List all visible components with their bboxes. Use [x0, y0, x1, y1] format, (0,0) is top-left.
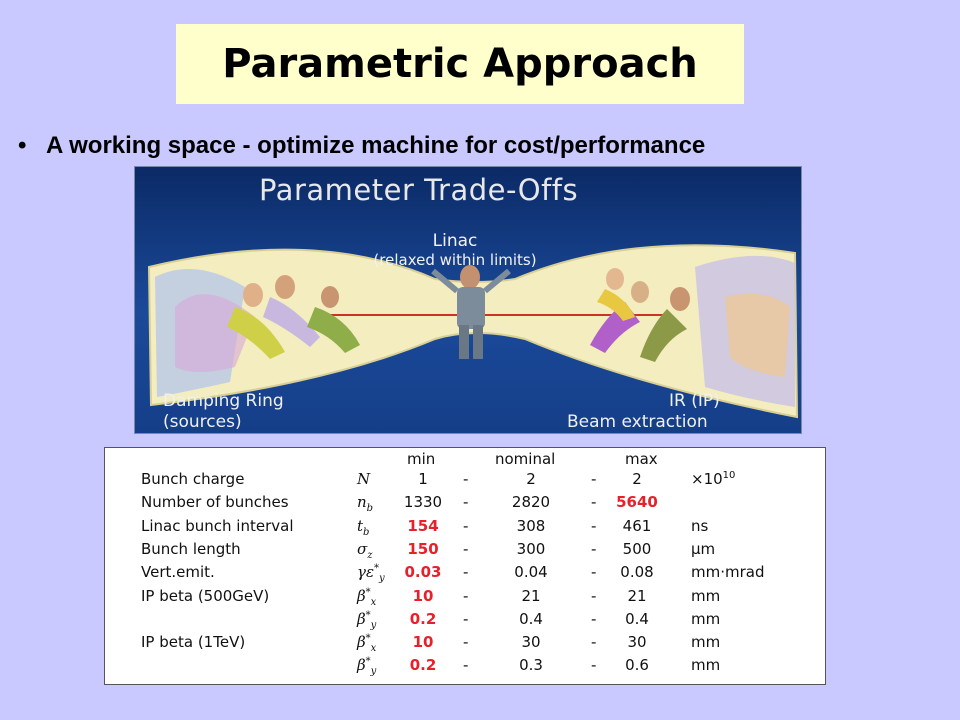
dash: - [591, 633, 597, 652]
slide-title-box [176, 24, 744, 104]
parameter-table [104, 447, 826, 685]
value-min: 1330 [403, 493, 443, 512]
value-max: 0.4 [625, 609, 649, 628]
value-max: 0.08 [620, 563, 654, 582]
symbol-sup: * [365, 656, 371, 668]
table-row [105, 610, 825, 633]
dash: - [591, 516, 597, 535]
linac-sublabel: (relaxed within limits) [373, 251, 537, 269]
dash: - [591, 586, 597, 605]
symbol-sub: y [370, 666, 377, 678]
dash: - [463, 516, 469, 535]
value-max: 5640 [616, 493, 658, 512]
param-symbol: $t_b$ [357, 516, 370, 538]
slide-title: Parametric Approach [222, 41, 698, 87]
table-row [105, 517, 825, 540]
symbol-sup: * [365, 609, 371, 621]
value-max: 2 [632, 470, 642, 488]
param-symbol: $\beta^*_y$ [357, 656, 377, 678]
dash: - [463, 539, 469, 558]
value-nominal: 21 [521, 586, 541, 605]
unit: $\times 10^{10}$ [691, 470, 736, 488]
symbol-sup: * [365, 586, 371, 598]
linac-label: Linac [432, 231, 478, 251]
symbol-sub: x [370, 596, 377, 608]
param-name: Bunch length [141, 539, 241, 558]
symbol-sub: b [366, 503, 374, 515]
dash: - [591, 609, 597, 628]
unit: mm [691, 609, 721, 628]
symbol-sub: x [370, 643, 377, 655]
symbol-sup: * [374, 563, 380, 575]
value-min: 0.2 [409, 656, 437, 675]
value-nominal: 2 [526, 470, 536, 488]
table-row [105, 587, 825, 610]
header-min: min [407, 450, 436, 468]
table-row [105, 633, 825, 656]
value-nominal: 0.04 [514, 563, 548, 582]
param-symbol: $\gamma\varepsilon^*_y$ [357, 563, 385, 585]
value-max: 0.6 [625, 656, 649, 675]
param-name: IP beta (1TeV) [141, 633, 246, 652]
value-min: 0.03 [404, 563, 442, 582]
header-nominal: nominal [495, 450, 556, 468]
bullet-item [18, 128, 948, 164]
dash: - [463, 493, 469, 512]
value-min: 0.2 [409, 609, 437, 628]
symbol-sub: y [379, 573, 385, 585]
value-min: 1 [418, 470, 428, 488]
table-row [105, 493, 825, 516]
value-max: 30 [627, 633, 647, 652]
unit: mm [691, 586, 721, 605]
value-min: 10 [412, 586, 434, 605]
header-max: max [625, 450, 658, 468]
beam-extraction-label: Beam extraction [567, 412, 708, 432]
param-name: Number of bunches [141, 493, 289, 512]
symbol-sub: z [367, 549, 373, 561]
unit: mm [691, 633, 721, 652]
unit: mm·mrad [691, 563, 765, 582]
table-row [105, 470, 825, 493]
trade-offs-illustration [134, 166, 802, 434]
dash: - [463, 656, 469, 675]
param-symbol: $\sigma_z$ [357, 539, 373, 561]
symbol-sub: y [370, 619, 377, 631]
param-symbol: $\beta^*_x$ [357, 586, 377, 608]
param-name: IP beta (500GeV) [141, 586, 270, 605]
value-nominal: 2820 [511, 493, 551, 512]
table-row [105, 656, 825, 679]
value-nominal: 0.3 [519, 656, 543, 675]
unit: ns [691, 516, 709, 535]
dash: - [591, 539, 597, 558]
unit-sup: 10 [722, 470, 736, 481]
value-min: 154 [407, 516, 439, 535]
param-symbol: $\beta^*_y$ [357, 609, 377, 631]
sources-label: (sources) [163, 412, 242, 432]
ir-ip-label: IR (IP) [669, 391, 720, 411]
param-name: Bunch charge [141, 470, 245, 488]
param-symbol: $n_b$ [357, 493, 374, 515]
unit: mm [691, 656, 721, 675]
value-max: 461 [622, 516, 652, 535]
symbol-sup: * [365, 633, 371, 645]
damping-ring-label: Damping Ring [163, 391, 284, 411]
dash: - [591, 656, 597, 675]
table-row [105, 563, 825, 586]
value-nominal: 0.4 [519, 609, 543, 628]
dash: - [463, 586, 469, 605]
value-nominal: 308 [516, 516, 546, 535]
symbol-sub: b [363, 526, 370, 538]
unit: μm [691, 539, 716, 558]
param-symbol: $\beta^*_x$ [357, 633, 377, 655]
value-min: 10 [412, 633, 434, 652]
param-name: Linac bunch interval [141, 516, 294, 535]
bullet-dot-icon: • [18, 132, 27, 159]
dash: - [591, 493, 597, 512]
bullet-text: A working space - optimize machine for cost/performance [46, 132, 706, 159]
dash: - [591, 563, 597, 582]
illustration-title: Parameter Trade-Offs [259, 173, 579, 207]
dash: - [463, 563, 469, 582]
dash: - [591, 470, 597, 488]
value-max: 21 [627, 586, 647, 605]
dash: - [463, 470, 469, 488]
param-symbol: N [357, 470, 371, 488]
dash: - [463, 609, 469, 628]
value-nominal: 30 [521, 633, 541, 652]
table-row [105, 540, 825, 563]
value-max: 500 [622, 539, 652, 558]
value-min: 150 [407, 539, 439, 558]
dash: - [463, 633, 469, 652]
param-name: Vert.emit. [141, 563, 215, 582]
value-nominal: 300 [516, 539, 546, 558]
